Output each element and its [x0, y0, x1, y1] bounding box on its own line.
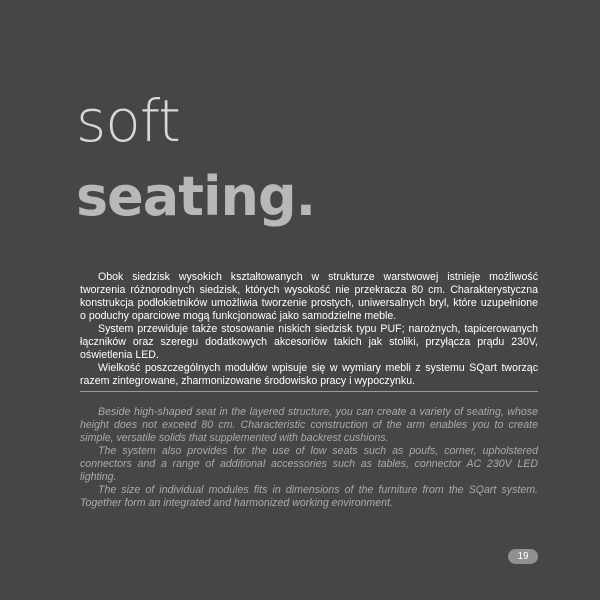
- polish-paragraph: Obok siedzisk wysokich kształtowanych w strukturze warstwowej istnieje możliwość tworzenia różnorodnych siedzisk, których wysokość nie przekracza 80 cm. Charakterystyczna konstrukcja podłokietników umożliwia tworzenie prostych, uniwersalnych bryl, które uzupełnione o poduchy oparciowe mogą funkcjonować jako samodzielne meble.: [80, 271, 538, 322]
- english-description: [80, 406, 538, 510]
- page-number-badge: 19: [508, 549, 538, 564]
- polish-paragraph: System przewiduje także stosowanie niskich siedzisk typu PUF; narożnych, tapicerowanych łączników oraz szeregu dodatkowych akcesoriów takich jak stoliki, przyłącza prądu 230V, oświetlenia LED.: [80, 323, 538, 361]
- english-paragraph: The system also provides for the use of low seats such as poufs, corner, upholstered connectors and a range of additional accessories such as tables, connector AC 230V LED lighting.: [80, 445, 538, 483]
- english-paragraph: The size of individual modules fits in dimensions of the furniture from the SQart system. Together form an integrated and harmonized working environment.: [80, 484, 538, 509]
- polish-description: [80, 271, 538, 388]
- section-divider: [80, 391, 538, 392]
- english-paragraph: Beside high-shaped seat in the layered structure, you can create a variety of seating, whose height does not exceed 80 cm. Characteristic construction of the arm enables you to create simple, versatile solids that supplemented with backrest cushions.: [80, 406, 538, 444]
- title-line-seating: seating.: [76, 165, 316, 228]
- polish-paragraph: Wielkość poszczególnych modułów wpisuje się w wymiary mebli z systemu SQart tworząc razem zintegrowane, zharmonizowane środowisko pracy i wypoczynku.: [80, 362, 538, 387]
- title-line-soft: soft: [76, 87, 180, 155]
